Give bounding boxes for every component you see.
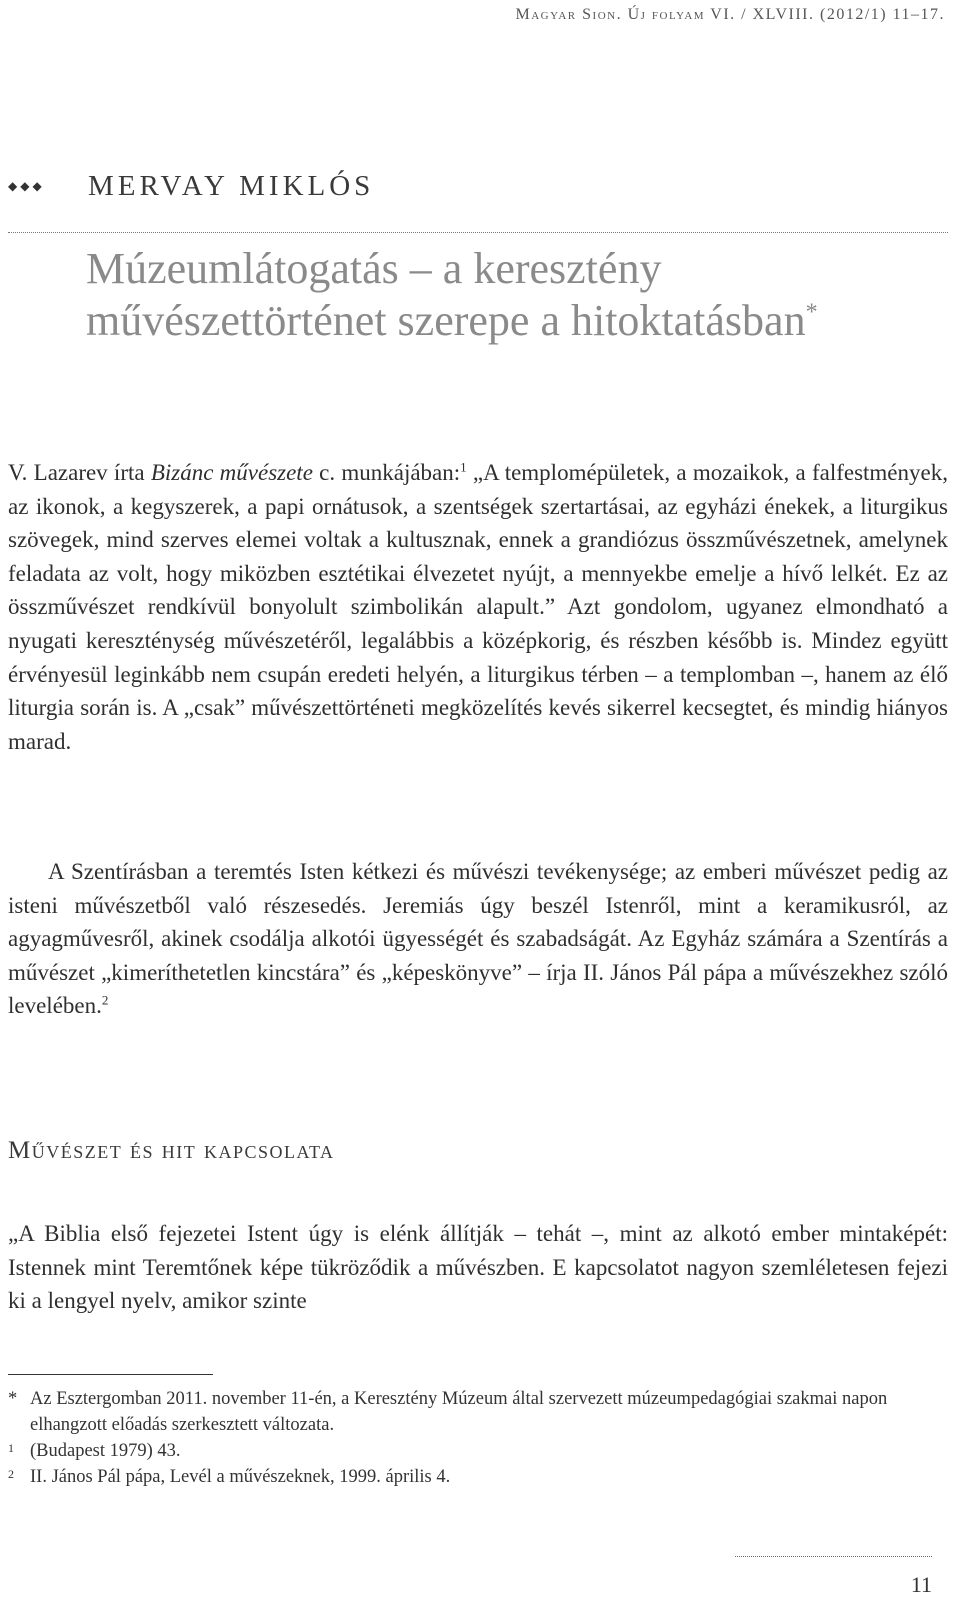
page-number-rule: [735, 1556, 932, 1557]
author-name: MERVAY MIKLÓS: [88, 170, 375, 202]
article-title: [86, 243, 946, 347]
book-title: Bizánc művészete: [150, 460, 313, 485]
dotted-divider: [8, 232, 948, 233]
footnote-item: [8, 1438, 948, 1464]
footnote-mark: 2: [8, 1467, 14, 1481]
paragraph-1-text: „A templomépületek, a mozaikok, a falfestmények, az ikonok, a kegyszerek, a papi ornátusok, a szentségek szertartásai, az egyházi énekek, a liturgikus szövegek, mind szerves elemei voltak a kultusznak, ennek a grandiózus összművészetnek, amelynek feladata az volt, hogy miközben esztétikai élvezetet nyújt, a mennyekbe emelje a hívő lelkét. Ez az összművészet rendkívül bonyolult szimbolikán alapult.” Azt gondolom, ugyanez elmondható a nyugati kereszténység művészetéről, legalábbis a középkorig, és részben később is. Mindez együtt érvényesül leginkább nem csupán eredeti helyén, a liturgikus térben – a templomban –, hanem az élő liturgia során is. A „csak” művészettörténeti megközelítés kevés sikerrel kecsegtet, és mindig hiányos marad.: [8, 460, 948, 754]
paragraph-1: [8, 456, 948, 758]
footnote-ref-2[interactable]: 2: [101, 992, 109, 1008]
paragraph-1-lead: V. Lazarev írta: [8, 460, 151, 485]
running-head: Magyar Sion. Új folyam VI. / XLVIII. (2012/1) 11–17.: [515, 6, 945, 23]
footnote-item: [8, 1464, 948, 1490]
footnotes: [8, 1386, 948, 1490]
paragraph-3: [8, 1217, 948, 1318]
title-footnote-mark: *: [805, 299, 818, 326]
paragraph-2: [8, 855, 948, 1023]
footnote-rule: [8, 1374, 213, 1375]
footnote-mark: 1: [8, 1441, 14, 1455]
footnote-ref-1[interactable]: 1: [460, 459, 467, 475]
paragraph-3-text: „A Biblia első fejezetei Istent úgy is elénk állítják – tehát –, mint az alkotó ember mintaképét: Istennek mint Teremtőnek képe tükröződik a művészben. E kapcsolatot nagyon szemléletesen fejezi ki a lengyel nyelv, amikor szinte: [8, 1221, 948, 1314]
footnote-text: II. János Pál pápa, Levél a művészeknek, 1999. április 4.: [30, 1467, 451, 1487]
page-number: 11: [910, 1572, 932, 1597]
article-title-text: Múzeumlátogatás – a keresztény művészettörténet szerepe a hitoktatásban: [86, 244, 806, 345]
footnote-text: (Budapest 1979) 43.: [30, 1441, 181, 1461]
footnote-item: [8, 1386, 948, 1438]
author-row: [8, 170, 948, 210]
paragraph-1-connector: c. munkájában:: [312, 460, 461, 485]
paragraph-2-text: A Szentírásban a teremtés Isten kétkezi és művészi tevékenysége; az emberi művészet pedig az isteni művészetből való részesedés. Jeremiás úgy beszél Istenről, mint a keramikusról, az agyagművesről, akinek csodálja alkotói ügyességét és szabadságát. Az Egyház számára a Szentírás a művészet „kimeríthetetlen kincstára” és „képeskönyve” – írja II. János Pál pápa a művészekhez szóló levelében.: [8, 859, 948, 1019]
footnote-mark: *: [8, 1389, 18, 1409]
section-heading: Művészet és hit kapcsolata: [8, 1137, 335, 1164]
footnote-text: Az Esztergomban 2011. november 11-én, a Keresztény Múzeum által szervezett múzeumpedagógiai szakmai napon elhangzott előadás szerkesztett változata.: [30, 1389, 888, 1435]
diamond-ornament-icon: ◆◆◆: [8, 179, 45, 193]
